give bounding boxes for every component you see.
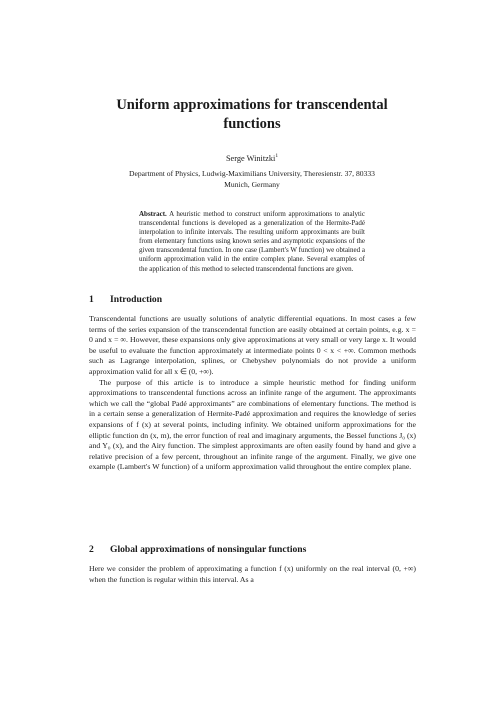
affiliation-line-2: Munich, Germany — [224, 179, 280, 189]
author-name — [0, 153, 504, 163]
author-affiliation — [110, 169, 394, 190]
paragraph: Transcendental functions are usually solutions of analytic differential equations. In most cases a few terms of the series expansion of the transcendental function are easily obtained at certain points, e.g. x = 0 and x = ∞. However, these expansions only give approximations at very small or very large x. It would be useful to evaluate the function approximately at intermediate points 0 < x < +∞. Common methods such as Lagrange interpolation, splines, or Chebyshev polynomials do not provide a uniform approximation valid for all x ∈ (0, +∞). — [89, 314, 416, 376]
section-heading-global-approximations — [89, 544, 306, 555]
section-body-introduction — [89, 314, 416, 473]
paper-title — [0, 96, 504, 134]
paragraph: The purpose of this article is to introduce a simple heuristic method for finding uniform approximations to transcendental functions across an infinite range of the argument. The approximants which we call the “global Padé approximants” are combinations of elementary functions. The method is in a certain sense a generalization of Hermite-Padé approximation and requires the knowledge of series expansions of f (x) at several points, including infinity. We obtained uniform approximations for the elliptic function dn (x, m), the error function of real and imaginary arguments, the Bessel functions J₀ (x) and Y₀ (x), and the Airy function. The simplest approximants are often easily found by hand and give a relative precision of a few percent, throughout an infinite range of the argument. Finally, we give one example (Lambert's W function) of a uniform approximation valid throughout the entire complex plane. — [89, 377, 416, 472]
abstract-text: A heuristic method to construct uniform approximations to analytic transcendental functions is developed as a generalization of the Hermite-Padé interpolation to infinite intervals. The resulting uniform approximants are built from elementary functions using known series and asymptotic expansions of the given transcendental function. In one case (Lambert's W function) we obtained a uniform approximation valid in the entire complex plane. Several examples of the application of this method to selected transcendental functions are given. — [139, 210, 365, 273]
title-line-2: functions — [223, 116, 281, 132]
section-title: Introduction — [110, 294, 163, 305]
paragraph: Here we consider the problem of approximating a function f (x) uniformly on the real interval (0, +∞) when the function is regular within this interval. As a — [89, 564, 416, 584]
title-line-1: Uniform approximations for transcendental — [116, 97, 388, 113]
section-heading-introduction — [89, 294, 162, 305]
section-title: Global approximations of nonsingular functions — [110, 544, 307, 555]
affiliation-line-1: Department of Physics, Ludwig-Maximilians University, Theresienstr. 37, 80333 — [129, 169, 375, 178]
abstract — [139, 210, 365, 274]
abstract-label: Abstract. — [139, 210, 167, 218]
author-text: Serge Winitzki — [225, 153, 276, 163]
author-footnote-mark: 1 — [275, 153, 279, 159]
section-number: 2 — [89, 544, 94, 555]
section-number: 1 — [89, 294, 94, 305]
section-body-global-approximations — [89, 564, 416, 585]
